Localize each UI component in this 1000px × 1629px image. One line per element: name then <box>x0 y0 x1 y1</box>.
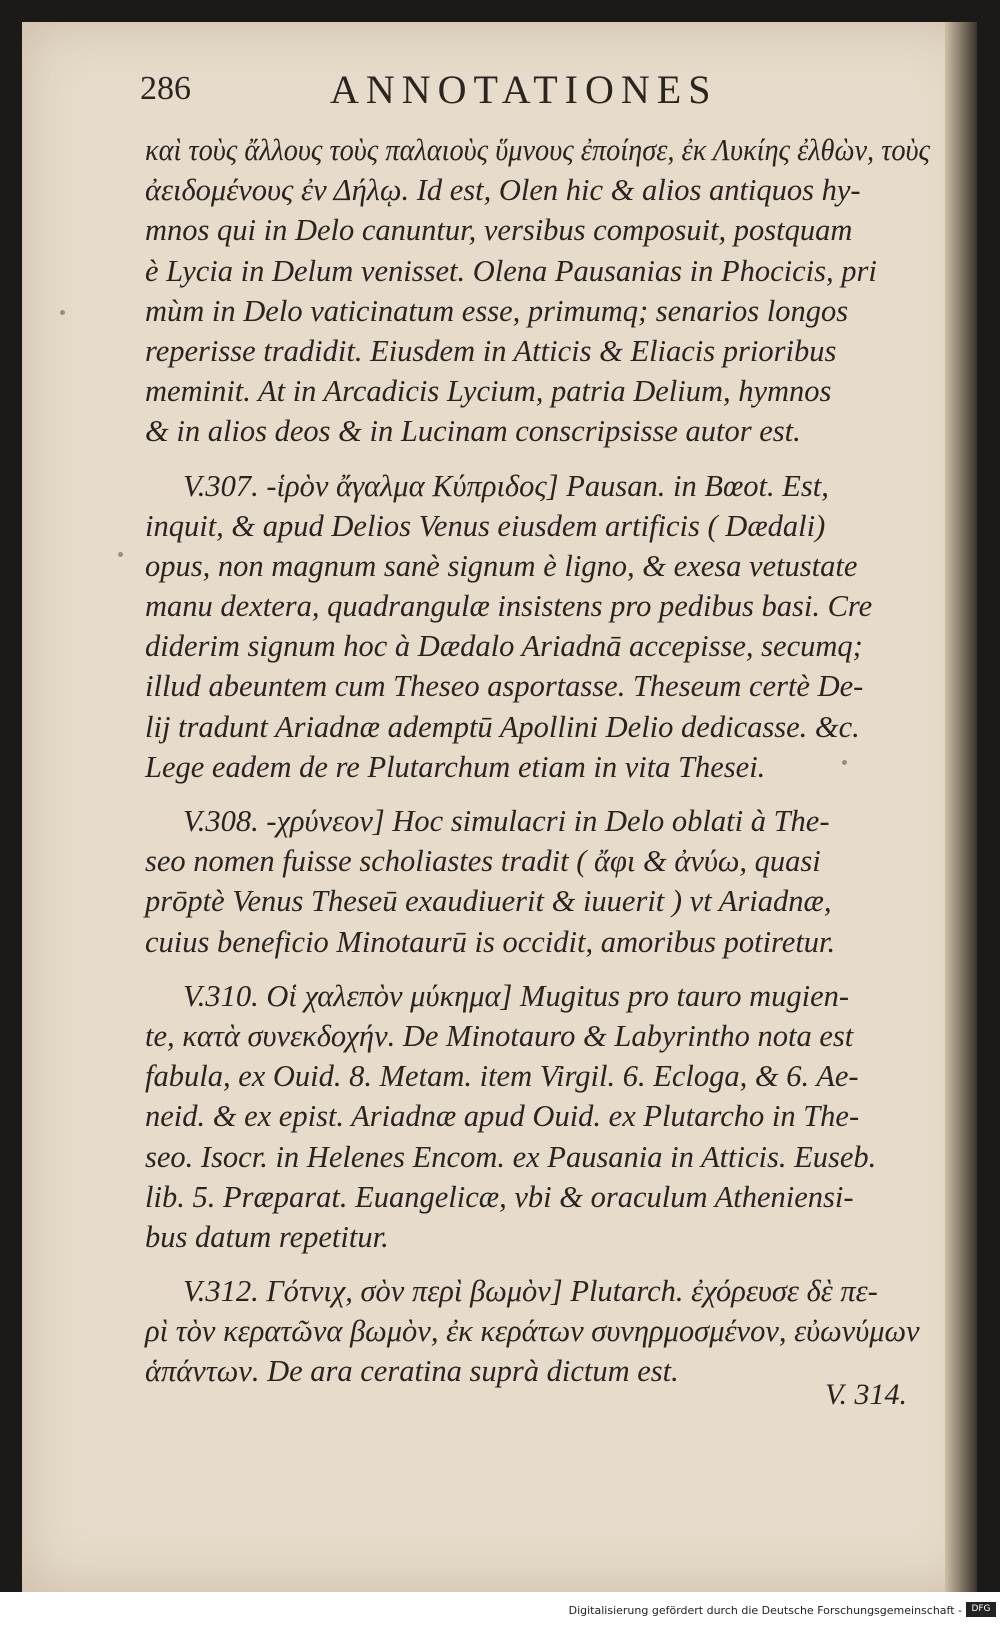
text-line: prōptè Venus Theseū exaudiuerit & iuuerit ) vt Ariadnæ, <box>145 884 832 919</box>
page-number: 286 <box>140 70 191 107</box>
verse-note-310: V.310. Οἱ χαλεπὸν μύκημα] Mugitus pro tauro mugien- <box>183 978 850 1013</box>
text-line: reperisse tradidit. Eiusdem in Atticis & Eliacis prioribus <box>145 333 837 368</box>
dfg-logo-icon: DFG <box>966 1602 996 1617</box>
page-header <box>140 62 830 132</box>
verse-note-312: V.312. Γότνιχ, σὸν περὶ βωμὸν] Plutarch. ἐχόρευσε δὲ πε- <box>183 1274 878 1309</box>
catchword: V. 314. <box>825 1378 907 1411</box>
text-line: & in alios deos & in Lucinam conscripsisse autor est. <box>145 414 801 449</box>
text-line: neid. & ex epist. Ariadnæ apud Ouid. ex Plutarcho in The- <box>145 1099 860 1134</box>
text-line: ἀειδομένους ἐν Δήλῳ. Id est, Olen hic & alios antiquos hy- <box>145 173 861 208</box>
text-line: te, κατὰ συνεκδοχήν. De Minotauro & Labyrintho nota est <box>145 1018 854 1053</box>
foxing-spot <box>842 760 847 765</box>
footer-bar <box>0 1592 1000 1629</box>
text-line: seo. Isocr. in Helenes Encom. ex Pausania in Atticis. Euseb. <box>145 1139 877 1174</box>
text-line: inquit, & apud Delios Venus eiusdem artificis ( Dædali) <box>145 508 826 543</box>
foxing-spot <box>118 552 123 557</box>
text-line: ρὶ τὸν κερατῶνα βωμὸν, ἐκ κεράτων συνηρμοσμένον, εὐωνύμων <box>145 1314 920 1349</box>
text-line: καὶ τοὺς ἄλλους τοὺς παλαιοὺς ὕμνους ἐποίησε, ἐκ Λυκίης ἐλθὼν, τοὺς <box>145 133 931 167</box>
text-line: fabula, ex Ouid. 8. Metam. item Virgil. 6. Ecloga, & 6. Ae- <box>145 1059 859 1094</box>
text-line: lib. 5. Præparat. Euangelicæ, vbi & oraculum Atheniensi- <box>145 1179 854 1214</box>
foxing-spot <box>60 310 65 315</box>
text-line: Lege eadem de re Plutarchum etiam in vita Thesei. <box>145 749 766 784</box>
funding-credit: Digitalisierung gefördert durch die Deutsche Forschungsgemeinschaft - <box>568 1604 962 1617</box>
text-line: meminit. At in Arcadicis Lycium, patria Delium, hymnos <box>145 374 832 409</box>
text-line: seo nomen fuisse scholiastes tradit ( ἄφι & ἀνύω, quasi <box>145 844 821 879</box>
text-line: è Lycia in Delum venisset. Olena Pausanias in Phocicis, pri <box>145 253 877 288</box>
verse-note-307: V.307. -ἱρὸν ἄγαλμα Κύπριδος] Pausan. in Bœot. Est, <box>183 468 829 503</box>
text-line: manu dextera, quadrangulæ insistens pro pedibus basi. Cre <box>145 589 873 624</box>
running-title: ANNOTATIONES <box>330 67 718 112</box>
text-line: illud abeuntem cum Theseo asportasse. Theseum certè De- <box>145 669 864 704</box>
text-line: ἁπάντων. De ara ceratina suprà dictum est. <box>145 1354 679 1389</box>
text-line: cuius beneficio Minotaurū is occidit, amoribus potiretur. <box>145 924 836 959</box>
text-line: diderim signum hoc à Dædalo Ariadnā accepisse, secumq; <box>145 629 863 664</box>
page-gutter <box>945 22 977 1592</box>
text-line: mnos qui in Delo canuntur, versibus composuit, postquam <box>145 213 853 248</box>
text-line: lij tradunt Ariadnæ ademptū Apollini Delio dedicasse. &c. <box>145 709 860 744</box>
annotation-text <box>145 130 930 1392</box>
text-line: bus datum repetitur. <box>145 1219 389 1254</box>
verse-note-308: V.308. -χρύνεον] Hoc simulacri in Delo oblati à The- <box>183 804 830 838</box>
text-line: mùm in Delo vaticinatum esse, primumq; senarios longos <box>145 293 849 328</box>
text-line: opus, non magnum sanè signum è ligno, & exesa vetustate <box>145 548 858 583</box>
